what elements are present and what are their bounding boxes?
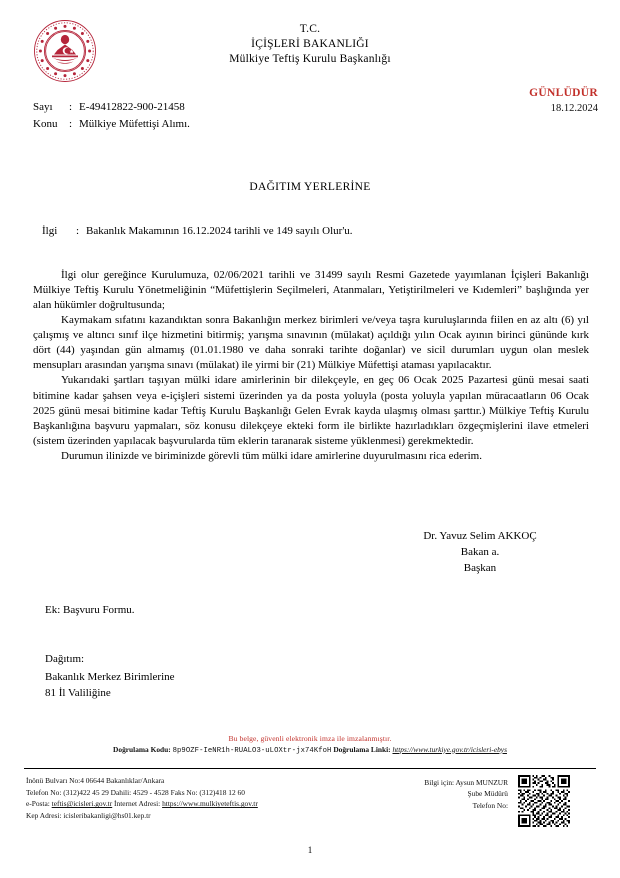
sayi-label: Sayı <box>33 101 53 113</box>
footer-kep-value: icisleribakanligi@hs01.kep.tr <box>63 811 151 821</box>
body-paragraph-3: Yukarıdaki şartları taşıyan mülki idare amirlerinin bir dilekçeyle, en geç 06 Ocak 2025 Pazartesi günü mesai saati bitimine kadar şahsen veya e-içişleri sistemi üzerinden ya da posta yoluyla (posta yoluyla yapılan müracaatların 06 Ocak 2025 günü mesai bitimine kadar Teftiş Kurulu Başkanlığı Gelen Evrak kayda ulaşmış olması şarttır.) Mülkiye Teftiş Kurulu Başkanlığına başvuru yapmaları, söz konusu dilekçeye ekteki form ile birlikte hazırladıkları özgeçmişlerini ilave etmeleri (sistem üzerinden yapılacak başvurularda tüm eklerin taranarak sisteme yüklenmesi) gerekmektedir. <box>33 374 589 447</box>
signatory-on-behalf: Bakan a. <box>460 545 500 558</box>
document-body <box>33 268 589 464</box>
info-contact-name: Bilgi için: Aysun MUNZUR <box>424 778 508 787</box>
verification-link[interactable]: https://www.turkiye.gov.tr/icisleri-ebys <box>392 744 507 754</box>
verification-link-label: Doğrulama Linki: <box>333 744 391 754</box>
footer-email-web-line <box>26 798 258 810</box>
footer-email-value[interactable]: teftis@icisleri.gov.tr <box>51 799 113 809</box>
esignature-note: Bu belge, güvenli elektronik imza ile imzalanmıştır. <box>228 734 392 743</box>
document-date: 18.12.2024 <box>550 102 598 114</box>
attachment-line: Ek: Başvuru Formu. <box>45 604 135 616</box>
priority-and-date-block <box>529 86 598 116</box>
footer-web-value[interactable]: https://www.mulkiyeteftis.gov.tr <box>162 799 258 809</box>
ilgi-separator: : <box>76 225 80 237</box>
info-contact-phone: Telefon No: <box>472 800 508 810</box>
verification-qr-code <box>518 775 570 827</box>
ilgi-label: İlgi <box>42 225 58 237</box>
distribution-title: Dağıtım: <box>45 653 85 665</box>
priority-stamp: GÜNLÜDÜR <box>529 87 598 99</box>
reference-line <box>42 225 353 237</box>
signatory-title: Başkan <box>463 561 497 574</box>
distribution-item: Bakanlık Merkez Birimlerine <box>45 671 175 683</box>
header-line-ministry: İÇİŞLERİ BAKANLIĞI <box>251 38 369 51</box>
document-header-titles <box>140 22 480 68</box>
electronic-signature-block <box>36 734 584 755</box>
distribution-list <box>45 670 175 701</box>
footer-email-label: e-Posta: <box>26 799 50 809</box>
footer-phone: Telefon No: (312)422 45 29 Dahili: 4529 - 4528 Faks No: (312)418 12 60 <box>26 787 245 797</box>
konu-separator: : <box>69 117 73 130</box>
ilgi-value: Bakanlık Makamının 16.12.2024 tarihli ve 149 sayılı Olur'u. <box>86 225 353 237</box>
esignature-code-line <box>36 745 584 755</box>
document-meta-block <box>33 99 190 132</box>
footer-divider <box>24 768 596 769</box>
info-contact-title: Şube Müdürü <box>467 789 508 799</box>
body-paragraph-4: Durumun ilinizde ve biriminizde görevli tüm mülki idare amirlerine duyurulmasını rica ederim. <box>61 449 482 462</box>
body-paragraph-2: Kaymakam sıfatını kazandıktan sonra Bakanlığın merkez birimleri ve/veya taşra kuruluşlarında fiilen en az altı (6) yıl çalışmış ve altıncı sınıf ilçe hizmetini bitirmiş; yarışma sınavının (mülakat) açıldığı yılın Ocak ayının birinci gününde kırk dört (44) yaşından gün almamış (01.01.1980 ve daha sonraki tarihte doğanlar) ve sicil durumları uygun olan meslek mensupları arasından yarışma sınavı (mülakat) ile yirmi bir (21) Mülkiye Müfettişi ataması yapılacaktır. <box>33 314 589 372</box>
footer-contact-block <box>26 775 258 822</box>
signatory-name: Dr. Yavuz Selim AKKOÇ <box>423 530 537 542</box>
page-number: 1 <box>307 845 313 855</box>
verification-code-label: Doğrulama Kodu: <box>113 744 171 754</box>
turkish-republic-ministry-of-interior-emblem <box>32 14 98 88</box>
meta-row-konu <box>33 116 190 133</box>
konu-label: Konu <box>33 117 58 130</box>
footer-address: İnönü Bulvarı No:4 06644 Bakanlıklar/Ankara <box>26 776 165 785</box>
body-paragraph-1: İlgi olur gereğince Kurulumuza, 02/06/2021 tarihli ve 31499 sayılı Resmi Gazetede yayımlanan İçişleri Bakanlığı Mülkiye Teftiş Kurulu Yönetmeliğinin “Müfettişlerin Seçilmeleri, Atanmaları, Yetiştirilmeleri ve Kıdemleri” başlığında yer alan hükümler doğrultusunda; <box>33 269 589 312</box>
sayi-value: E-49412822-900-21458 <box>79 101 185 113</box>
footer-info-contact <box>388 777 508 811</box>
header-line-department: Mülkiye Teftiş Kurulu Başkanlığı <box>229 53 391 66</box>
signature-block <box>380 529 580 577</box>
meta-row-sayi <box>33 99 190 116</box>
footer-kep-label: Kep Adresi: <box>26 811 62 821</box>
konu-value: Mülkiye Müfettişi Alımı. <box>79 117 190 130</box>
recipient-heading: DAĞITIM YERLERİNE <box>249 181 371 193</box>
footer-web-label: İnternet Adresi: <box>114 799 161 809</box>
verification-code: 8p9OZF-IeNR1h-RUALO3-uLOXtr-jx74KfoH <box>172 746 332 755</box>
sayi-separator: : <box>69 101 73 113</box>
header-line-tc: T.C. <box>299 23 321 35</box>
distribution-item: 81 İl Valiliğine <box>45 686 111 699</box>
footer-kep-line <box>26 810 258 822</box>
